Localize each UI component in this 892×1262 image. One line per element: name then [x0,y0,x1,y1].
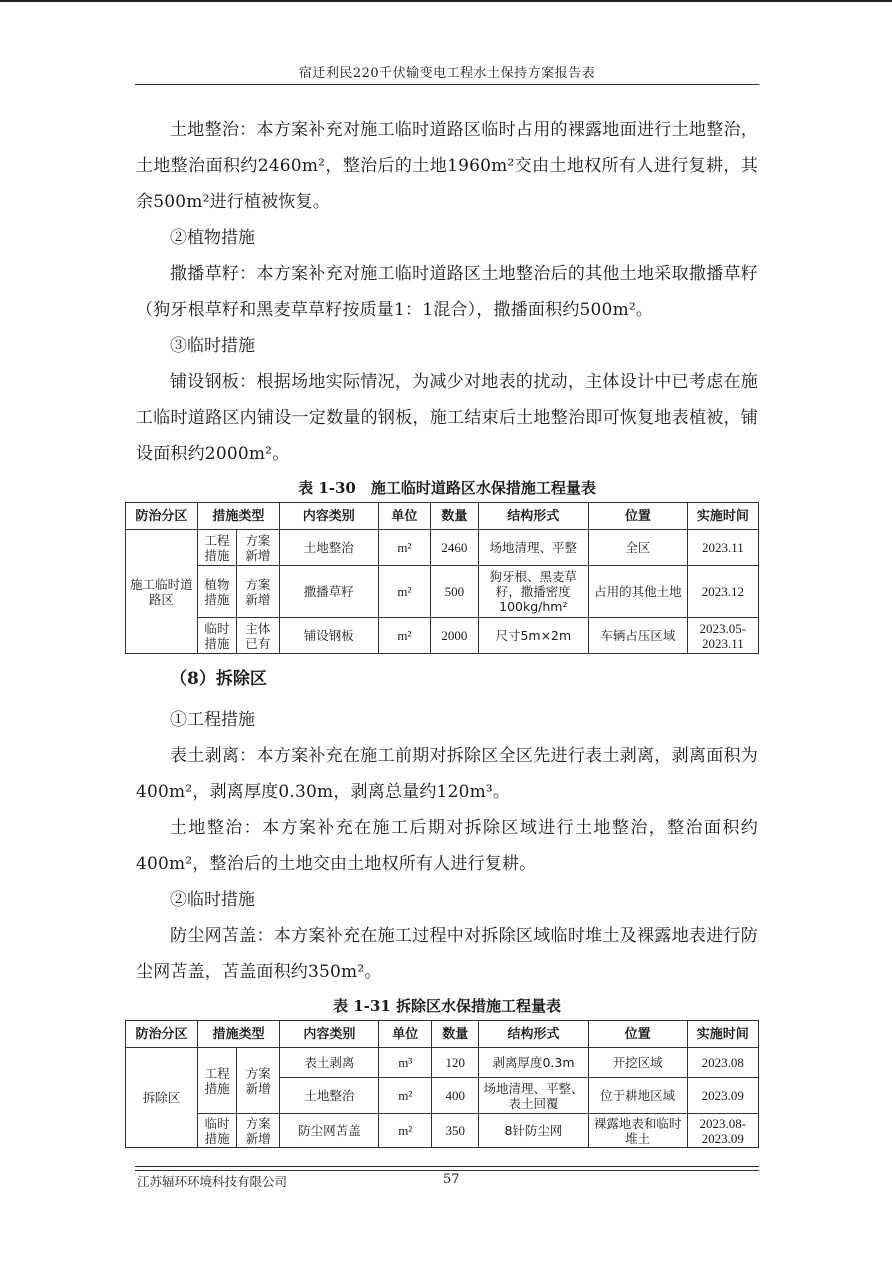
subheading-temp-measures: ③临时措施 [170,336,255,356]
subheading-eng-measures: ①工程措施 [170,710,255,730]
structure-cell: 狗牙根、黑麦草籽，撒播密度100kg/hm² [478,566,588,618]
content-cell: 土地整治 [279,530,378,566]
table-row [126,1114,759,1148]
col-header-quantity: 数量 [432,1021,479,1048]
col-header-content: 内容类别 [279,503,378,530]
measure-source-cell: 方案新增 [236,530,279,566]
measure-type-cell: 植物措施 [197,566,236,618]
page-header: 宿迁利民220千伏输变电工程水土保持方案报告表 [298,66,596,81]
measure-type-cell: 临时措施 [198,1114,237,1148]
unit-cell: m² [378,566,431,618]
paragraph-land-rehab: 土地整治：本方案补充对施工临时道路区临时占用的裸露地面进行土地整治，土地整治面积约2460m²，整治后的土地1960m²交由土地权所有人进行复耕，其余500m²进行植被恢复。 [136,120,758,212]
structure-cell: 场地清理、平整 [478,530,588,566]
footer-company: 江苏辐环环境科技有限公司 [137,1174,288,1189]
header-rule [135,84,759,85]
col-header-zone: 防治分区 [126,503,198,530]
footer-rule-thick [135,1166,759,1167]
table-1-31 [125,1020,759,1148]
unit-cell: m² [378,530,431,566]
time-cell: 2023.05-2023.11 [687,618,758,654]
col-header-quantity: 数量 [431,503,478,530]
unit-cell: m² [378,618,431,654]
page-number: 57 [443,1172,460,1187]
content-cell: 撒播草籽 [279,566,378,618]
measure-type-cell: 工程措施 [197,530,236,566]
quantity-cell: 120 [432,1048,479,1078]
col-header-unit: 单位 [378,503,431,530]
location-cell: 全区 [589,530,688,566]
zone-cell: 施工临时道路区 [126,530,198,654]
structure-cell: 剥离厚度0.3m [479,1048,588,1078]
table-header-row [126,503,759,530]
location-cell: 裸露地表和临时堆土 [588,1114,687,1148]
unit-cell: m³ [379,1048,432,1078]
quantity-cell: 350 [432,1114,479,1148]
content-cell: 表土剥离 [280,1048,379,1078]
structure-cell: 场地清理、平整、表土回覆 [479,1078,588,1114]
time-cell: 2023.12 [687,566,758,618]
time-cell: 2023.11 [687,530,758,566]
col-header-unit: 单位 [379,1021,432,1048]
content-cell: 铺设钢板 [279,618,378,654]
col-header-time: 实施时间 [687,1021,758,1048]
subheading-temp-measures-demolition: ②临时措施 [170,890,255,910]
table-1-30-caption: 表 1-30 施工临时道路区水保措施工程量表 [298,479,596,497]
time-cell: 2023.08-2023.09 [687,1114,758,1148]
col-header-zone: 防治分区 [126,1021,198,1048]
table-1-30 [125,502,759,654]
measure-source-cell: 主体已有 [236,618,279,654]
subheading-plant-measures: ②植物措施 [170,228,255,248]
quantity-cell: 500 [431,566,478,618]
measure-source-cell: 方案新增 [236,566,279,618]
quantity-cell: 400 [432,1078,479,1114]
location-cell: 占用的其他土地 [589,566,688,618]
section-heading-demolition: （8）拆除区 [170,669,267,689]
paragraph-topsoil-stripping: 表土剥离：本方案补充在施工前期对拆除区全区先进行表土剥离，剥离面积为400m²，剥离厚度0.30m，剥离总量约120m³。 [136,746,758,802]
page-content [130,112,758,1148]
location-cell: 位于耕地区域 [588,1078,687,1114]
col-header-time: 实施时间 [687,503,758,530]
col-header-structure: 结构形式 [479,1021,588,1048]
unit-cell: m² [379,1114,432,1148]
table-header-row [126,1021,759,1048]
table-row [126,530,759,566]
col-header-structure: 结构形式 [478,503,588,530]
content-cell: 土地整治 [280,1078,379,1114]
zone-cell: 拆除区 [126,1048,198,1148]
col-header-measure-type: 措施类型 [197,503,279,530]
structure-cell: 尺寸5m×2m [478,618,588,654]
table-row [126,566,759,618]
time-cell: 2023.08 [687,1048,758,1078]
paragraph-steel-plates: 铺设钢板：根据场地实际情况，为减少对地表的扰动，主体设计中已考虑在施工临时道路区内铺设一定数量的钢板，施工结束后土地整治即可恢复地表植被，铺设面积约2000m²。 [136,372,758,464]
paragraph-grass-seeding: 撒播草籽：本方案补充对施工临时道路区土地整治后的其他土地采取撒播草籽（狗牙根草籽和黑麦草草籽按质量1：1混合），撒播面积约500m²。 [136,264,758,320]
time-cell: 2023.09 [687,1078,758,1114]
measure-type-cell: 临时措施 [197,618,236,654]
table-row [126,618,759,654]
table-1-31-caption: 表 1-31 拆除区水保措施工程量表 [333,997,561,1015]
measure-source-cell: 方案新增 [237,1114,280,1148]
quantity-cell: 2460 [431,530,478,566]
content-cell: 防尘网苫盖 [280,1114,379,1148]
col-header-location: 位置 [588,1021,687,1048]
location-cell: 车辆占压区域 [589,618,688,654]
col-header-content: 内容类别 [280,1021,379,1048]
paragraph-land-rehab-demolition: 土地整治：本方案补充在施工后期对拆除区域进行土地整治，整治面积约400m²，整治后的土地交由土地权所有人进行复耕。 [136,818,758,874]
measure-source-cell: 方案新增 [237,1048,280,1114]
quantity-cell: 2000 [431,618,478,654]
paragraph-dust-net: 防尘网苫盖：本方案补充在施工过程中对拆除区域临时堆土及裸露地表进行防尘网苫盖，苫盖面积约350m²。 [136,926,758,982]
measure-type-cell: 工程措施 [198,1048,237,1114]
page-top-edge [0,0,892,2]
col-header-location: 位置 [589,503,688,530]
unit-cell: m² [379,1078,432,1114]
table-row [126,1048,759,1078]
col-header-measure-type: 措施类型 [198,1021,280,1048]
location-cell: 开挖区域 [588,1048,687,1078]
footer-rule-thin [135,1170,759,1171]
structure-cell: 8针防尘网 [479,1114,588,1148]
